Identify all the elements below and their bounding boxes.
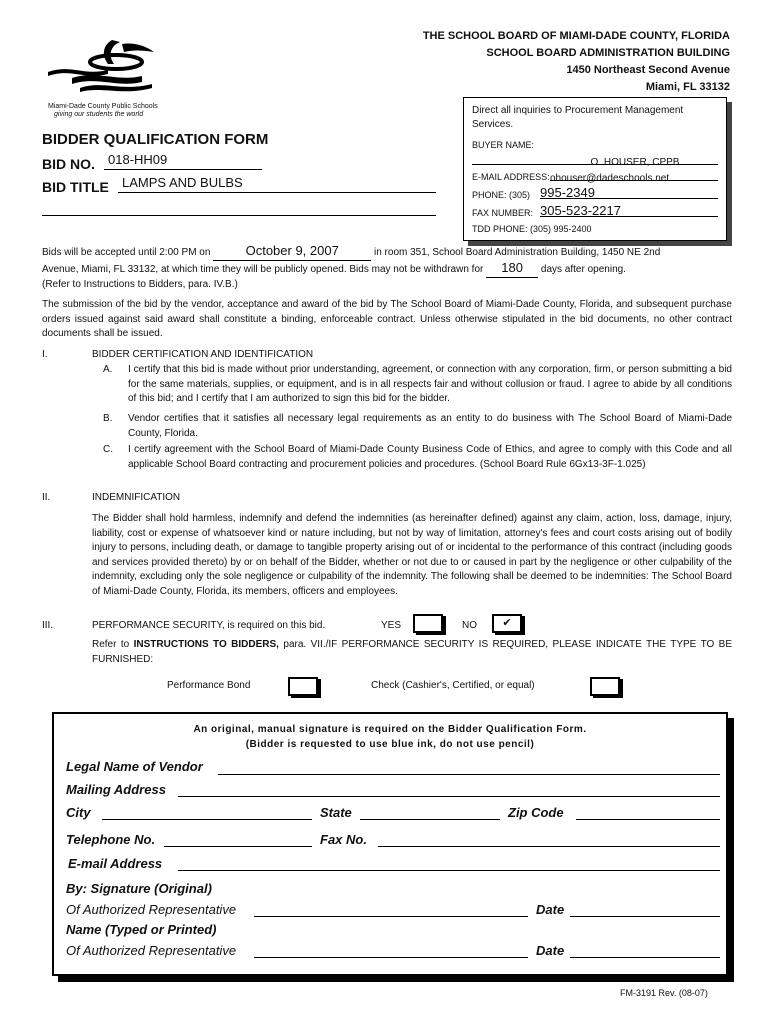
name-typed-label: Name (Typed or Printed) bbox=[66, 922, 217, 937]
header-line1: THE SCHOOL BOARD OF MIAMI-DADE COUNTY, FLORIDA bbox=[422, 30, 730, 42]
accept-text-4: days after opening. bbox=[540, 264, 626, 275]
item-c-label: C. bbox=[103, 444, 113, 455]
performance-bond-label: Performance Bond bbox=[167, 680, 251, 691]
buyer-value: O. HOUSER, CPPB bbox=[590, 157, 680, 168]
checkmark-icon: ✔ bbox=[502, 617, 512, 629]
mailing-address-label: Mailing Address bbox=[66, 782, 166, 797]
header-line2: SCHOOL BOARD ADMINISTRATION BUILDING bbox=[486, 47, 730, 59]
accept-text-3: Avenue, Miami, FL 33132, at which time they will be publicly opened. Bids may not be withdrawn for bbox=[42, 264, 484, 275]
bid-title-label: BID TITLE bbox=[42, 179, 109, 195]
ref-post: para. VII./IF PERFORMANCE SECURITY IS REQUIRED, PLEASE INDICATE THE TYPE TO BE FURNISHED: bbox=[92, 639, 733, 665]
submission-paragraph: The submission of the bid by the vendor, acceptance and award of the bid by The School Board of Miami-Dade County, Florida, and subsequent purchase orders issued against said award shall constitute a binding, enforceable contract. Unless otherwise stipulated in the bid documents, no other contract documents shall be issued. bbox=[42, 299, 732, 339]
legal-name-input[interactable] bbox=[218, 774, 720, 775]
fax-value: 305-523-2217 bbox=[540, 203, 621, 218]
accept-text-5: (Refer to Instructions to Bidders, para. IV.B.) bbox=[42, 279, 238, 290]
check-label: Check (Cashier's, Certified, or equal) bbox=[371, 680, 535, 691]
days-field[interactable] bbox=[486, 261, 538, 278]
email-address-input[interactable] bbox=[178, 870, 720, 871]
date-label-2: Date bbox=[536, 943, 565, 958]
zip-code-label: Zip Code bbox=[508, 805, 564, 820]
logo-text-line1: Miami-Dade County Public Schools bbox=[48, 103, 158, 110]
accept-text-1: Bids will be accepted until 2:00 PM on bbox=[42, 247, 211, 258]
item-c-text: I certify agreement with the School Board of Miami-Dade County Business Code of Ethics, and agree to comply with this Code and all applicable School Board contracting and procurement policies and procedures. (School Board Rule 6Gx13-3F-1.025) bbox=[128, 444, 732, 470]
check-checkbox[interactable] bbox=[590, 677, 620, 696]
date-label-1: Date bbox=[536, 902, 565, 917]
board-header bbox=[423, 28, 730, 96]
item-b-text: Vendor certifies that it satisfies all necessary legal requirements as an entity to do business with The School Board of Miami-Dade County, Florida. bbox=[128, 413, 732, 439]
phone-label: PHONE: (305) bbox=[472, 190, 531, 200]
authorized-rep-label-2: Of Authorized Representative bbox=[66, 943, 237, 958]
telephone-label: Telephone No. bbox=[66, 832, 156, 847]
accept-text-2: in room 351, School Board Administration Building, 1450 NE 2nd bbox=[374, 247, 661, 258]
signature-box bbox=[52, 712, 728, 976]
email-address-label: E-mail Address bbox=[68, 856, 163, 871]
ref-pre: Refer to bbox=[92, 639, 130, 650]
header-line4: Miami, FL 33132 bbox=[645, 81, 730, 93]
authorized-rep-label-1: Of Authorized Representative bbox=[66, 902, 237, 917]
yes-checkbox[interactable] bbox=[413, 614, 443, 633]
signature-label: By: Signature (Original) bbox=[66, 881, 212, 896]
fax-field bbox=[540, 202, 718, 217]
performance-bond-checkbox[interactable] bbox=[288, 677, 318, 696]
section-2-text: The Bidder shall hold harmless, indemnify and defend the indemnities (as hereinafter defined) against any claim, action, loss, damage, injury, liability, cost or expense of whatsoever kind or nature including, but not by way of limitation, attorney's fees and court costs arising out of bodily injury to persons, including death, or damage to tangible property arising out of or incidental to the performance of this contract (including goods and services provided thereto) by or on behalf of the Bidder, whether or not due to or caused in part by the negligence or other culpability of the indemnity, excluding only the sole negligence or culpability of the indemnity. The following shall be deemed to be indemnities: The School Board of Miami-Dade County, Florida, its members, officers and employees. bbox=[92, 513, 732, 597]
header-line3: 1450 Northeast Second Avenue bbox=[566, 64, 730, 76]
phone-value: 995-2349 bbox=[540, 185, 595, 200]
section-3-reference bbox=[92, 638, 732, 667]
form-title: BIDDER QUALIFICATION FORM bbox=[42, 131, 269, 148]
state-label: State bbox=[320, 805, 352, 820]
buyer-field bbox=[472, 152, 718, 168]
bid-no-field[interactable] bbox=[104, 151, 262, 170]
bid-title-value: LAMPS AND BULBS bbox=[122, 175, 243, 190]
email-label: E-MAIL ADDRESS: bbox=[472, 172, 550, 182]
section-1-title: BIDDER CERTIFICATION AND IDENTIFICATION bbox=[92, 349, 314, 360]
legal-name-label: Legal Name of Vendor bbox=[66, 759, 203, 774]
bid-no-value: 018-HH09 bbox=[108, 152, 168, 167]
fax-label: FAX NUMBER: bbox=[472, 208, 534, 218]
section-2-number: II. bbox=[42, 492, 51, 503]
city-input[interactable] bbox=[102, 819, 312, 820]
phone-field bbox=[540, 184, 718, 199]
city-label: City bbox=[66, 805, 91, 820]
schools-logo-icon bbox=[42, 36, 182, 98]
no-checkbox[interactable] bbox=[492, 614, 522, 633]
item-b-label: B. bbox=[103, 413, 113, 424]
section-3-number: III. bbox=[42, 620, 54, 631]
item-a-label: A. bbox=[103, 364, 113, 375]
no-label: NO bbox=[462, 620, 477, 631]
buyer-label: BUYER NAME: bbox=[472, 140, 535, 150]
contact-box bbox=[463, 97, 727, 241]
signature-note-1: An original, manual signature is required on the Bidder Qualification Form. bbox=[193, 724, 587, 735]
district-logo bbox=[42, 36, 182, 116]
fax-input[interactable] bbox=[378, 846, 720, 847]
email-field bbox=[550, 168, 718, 184]
state-input[interactable] bbox=[360, 819, 500, 820]
accept-date: October 9, 2007 bbox=[245, 243, 339, 258]
bid-title-field[interactable] bbox=[118, 174, 436, 193]
bid-no-label: BID NO. bbox=[42, 156, 95, 172]
days-value: 180 bbox=[501, 260, 523, 275]
signature-note-2: (Bidder is requested to use blue ink, do not use pencil) bbox=[245, 739, 535, 750]
telephone-input[interactable] bbox=[164, 846, 312, 847]
date-input-1[interactable] bbox=[570, 916, 720, 917]
printed-name-input[interactable] bbox=[254, 957, 528, 958]
tdd-phone: TDD PHONE: (305) 995-2400 bbox=[472, 224, 592, 234]
date-input-2[interactable] bbox=[570, 957, 720, 958]
bid-title-field-line2[interactable] bbox=[42, 215, 436, 216]
form-revision: FM-3191 Rev. (08-07) bbox=[620, 988, 708, 998]
section-1-number: I. bbox=[42, 349, 48, 360]
signature-input[interactable] bbox=[254, 916, 528, 917]
email-value: ohouser@dadeschools.net bbox=[550, 173, 670, 184]
mailing-address-input[interactable] bbox=[178, 796, 720, 797]
contact-intro: Direct all inquiries to Procurement Management Services. bbox=[472, 105, 684, 130]
section-3-title: PERFORMANCE SECURITY, is required on this bid. bbox=[92, 620, 326, 631]
accept-date-field[interactable] bbox=[213, 244, 371, 261]
acceptance-paragraph bbox=[42, 244, 732, 292]
zip-code-input[interactable] bbox=[576, 819, 720, 820]
yes-label: YES bbox=[381, 620, 402, 631]
fax-label-field: Fax No. bbox=[320, 832, 367, 847]
section-2-title: INDEMNIFICATION bbox=[92, 492, 181, 503]
ref-bold: INSTRUCTIONS TO BIDDERS, bbox=[133, 639, 279, 650]
logo-text-line2: giving our students the world bbox=[54, 111, 144, 118]
item-a-text: I certify that this bid is made without prior understanding, agreement, or connection with any corporation, firm, or person submitting a bid for the same materials, supplies, or equipment, and is in all respects fair and without collusion or fraud. I agree to abide by all conditions of this bid; and I certify that I am authorized to sign this bid for the bidder. bbox=[128, 364, 732, 404]
